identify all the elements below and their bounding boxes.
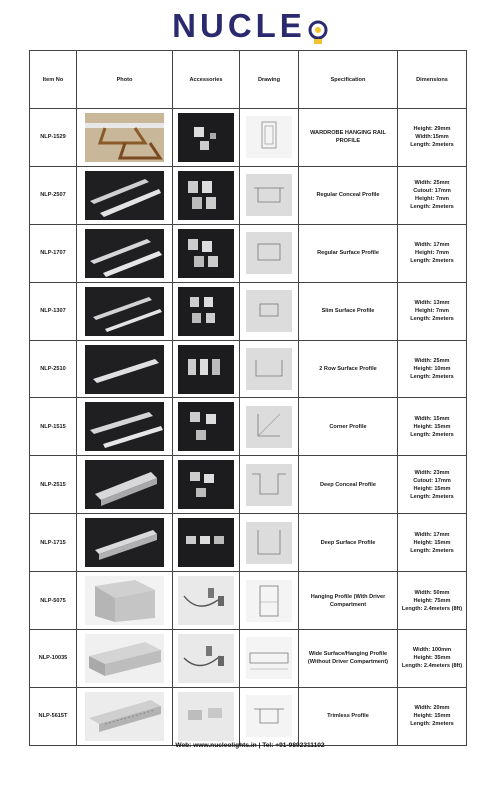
product-photo xyxy=(85,402,164,451)
table-row xyxy=(30,398,467,456)
table-row xyxy=(30,572,467,630)
technical-drawing xyxy=(246,406,292,448)
specification-text: Corner Profile xyxy=(329,423,367,430)
header-item-no: Item No xyxy=(30,51,77,109)
table-row xyxy=(30,687,467,745)
technical-drawing xyxy=(246,637,292,679)
dimensions-text: Width: 50mm Height: 75mm Length: 2.4meters (8ft) xyxy=(401,589,463,612)
item-no: NLP-1529 xyxy=(30,109,77,167)
product-photo xyxy=(85,287,164,336)
product-photo xyxy=(85,576,164,625)
technical-drawing xyxy=(246,580,292,622)
product-photo xyxy=(85,345,164,394)
technical-drawing xyxy=(246,695,292,737)
header-specification: Specification xyxy=(299,51,398,109)
table-row xyxy=(30,514,467,572)
product-photo xyxy=(85,460,164,509)
brand-wordmark: NUCLE xyxy=(172,7,306,44)
product-catalog-table xyxy=(29,50,467,746)
dimensions-text: Width: 100mm Height: 35mm Length: 2.4meters (8ft) xyxy=(401,647,463,670)
item-no: NLP-1515 xyxy=(30,398,77,456)
item-no: NLP-5075 xyxy=(30,572,77,630)
header-dimensions: Dimensions xyxy=(398,51,467,109)
accessories-photo xyxy=(178,634,234,683)
technical-drawing xyxy=(246,290,292,332)
technical-drawing xyxy=(246,464,292,506)
accessories-photo xyxy=(178,692,234,741)
lightbulb-icon xyxy=(308,17,328,49)
item-no: NLP-1715 xyxy=(30,514,77,572)
item-no: NLP-2507 xyxy=(30,166,77,224)
technical-drawing xyxy=(246,116,292,158)
dimensions-text: Width: 23mm Cutout: 17mm Height: 15mm Length: 2meters xyxy=(410,469,454,500)
brand-logo xyxy=(0,6,500,46)
dimensions-text: Width: 20mm Height: 15mm Length: 2meters xyxy=(410,705,454,728)
table-row xyxy=(30,456,467,514)
product-photo xyxy=(85,229,164,278)
accessories-photo xyxy=(178,229,234,278)
product-photo xyxy=(85,692,164,741)
table-row xyxy=(30,630,467,688)
specification-text: WARDROBE HANGING RAIL PROFILE xyxy=(310,130,386,145)
accessories-photo xyxy=(178,287,234,336)
dimensions-text: Width: 13mm Height: 7mm Length: 2meters xyxy=(410,300,454,323)
table-row xyxy=(30,282,467,340)
accessories-photo xyxy=(178,460,234,509)
accessories-photo xyxy=(178,345,234,394)
specification-text: Regular Conceal Profile xyxy=(316,192,380,199)
specification-text: Regular Surface Profile xyxy=(317,250,379,257)
specification-text: Deep Conceal Profile xyxy=(320,481,376,488)
specification-text: 2 Row Surface Profile xyxy=(319,366,377,372)
item-no: NLP-10035 xyxy=(30,630,77,688)
dimensions-text: Width: 25mm Height: 10mm Length: 2meters xyxy=(410,358,454,380)
technical-drawing xyxy=(246,348,292,390)
accessories-photo xyxy=(178,576,234,625)
accessories-photo xyxy=(178,402,234,451)
footer-contact: Web: www.nucleolights.in | Tel: +91-9892311102 xyxy=(175,742,325,749)
item-no: NLP-2515 xyxy=(30,456,77,514)
table-header-row xyxy=(30,51,467,109)
product-photo xyxy=(85,113,164,162)
header-photo: Photo xyxy=(77,51,173,109)
technical-drawing xyxy=(246,522,292,564)
dimensions-text: Width: 17mm Height: 15mm Length: 2meters xyxy=(410,531,454,554)
table-row xyxy=(30,224,467,282)
item-no: NLP-1307 xyxy=(30,282,77,340)
specification-text: Wide Surface/Hanging Profile (Without Driver Compartment) xyxy=(307,651,389,666)
technical-drawing xyxy=(246,174,292,216)
table-row xyxy=(30,166,467,224)
header-drawing: Drawing xyxy=(240,51,299,109)
specification-text: Trimless Profile xyxy=(327,713,369,720)
specification-text: Deep Surface Profile xyxy=(320,539,376,546)
specification-text: Hanging Profile (With Driver Compartment xyxy=(310,593,386,608)
accessories-photo xyxy=(178,113,234,162)
dimensions-text: Width: 17mm Height: 7mm Length: 2meters xyxy=(410,242,454,265)
header-accessories: Accessories xyxy=(173,51,240,109)
table-row xyxy=(30,109,467,167)
table-row xyxy=(30,340,467,398)
product-photo xyxy=(85,171,164,220)
product-photo xyxy=(85,518,164,567)
item-no: NLP-2510 xyxy=(30,340,77,398)
dimensions-text: Height: 29mm Width:15mm Length: 2meters xyxy=(410,126,454,149)
technical-drawing xyxy=(246,232,292,274)
item-no: NLP-5615T xyxy=(30,687,77,745)
specification-text: Slim Surface Profile xyxy=(321,308,375,315)
dimensions-text: Width: 15mm Height: 15mm Length: 2meters xyxy=(410,415,454,438)
product-photo xyxy=(85,634,164,683)
item-no: NLP-1707 xyxy=(30,224,77,282)
accessories-photo xyxy=(178,171,234,220)
dimensions-text: Width: 25mm Cutout: 17mm Height: 7mm Length: 2meters xyxy=(410,180,454,211)
accessories-photo xyxy=(178,518,234,567)
